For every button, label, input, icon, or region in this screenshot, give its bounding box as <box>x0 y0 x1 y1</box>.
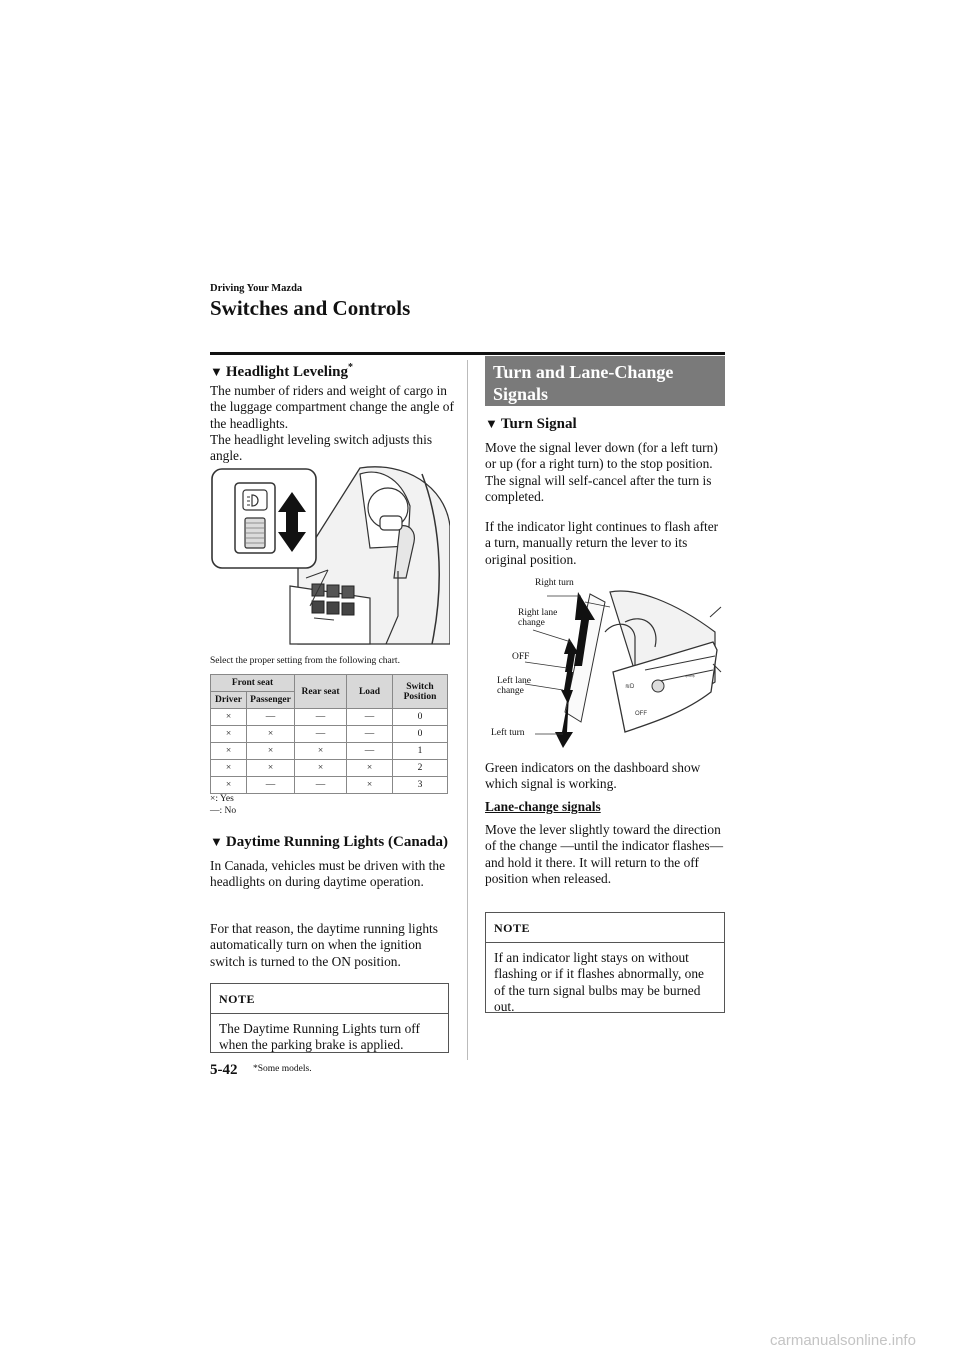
table-cell: — <box>347 726 393 743</box>
legend-yes: ×: Yes <box>210 794 234 804</box>
label-right-lane-change: Right lane change <box>518 608 558 628</box>
col-passenger: Passenger <box>247 692 295 709</box>
table-cell: 0 <box>393 726 448 743</box>
headlight-leveling-heading <box>210 362 353 381</box>
page-title: Switches and Controls <box>210 296 411 320</box>
col-rear-seat: Rear seat <box>295 675 347 709</box>
table-cell: × <box>211 777 247 794</box>
label-right-turn: Right turn <box>535 578 574 588</box>
triangle-marker-icon: ▼ <box>210 364 223 379</box>
turn-paragraph-1: Move the signal lever down (for a left turn) or up (for a right turn) to the stop position. The signal will self-cancel after the turn is completed. <box>485 440 718 505</box>
note-title: NOTE <box>211 984 448 1014</box>
some-models-mark: * <box>347 362 353 373</box>
leveling-paragraph-2: The headlight leveling switch adjusts this angle. <box>210 432 433 464</box>
leveling-paragraph-1: The number of riders and weight of cargo in the luggage compartment change the angle of the headlights. <box>210 383 454 431</box>
table-cell: × <box>211 743 247 760</box>
table-cell: × <box>247 760 295 777</box>
table-cell: × <box>211 709 247 726</box>
drl-note-box <box>210 983 449 1053</box>
table-row <box>211 760 448 777</box>
label-off: OFF <box>512 652 530 662</box>
table-cell: × <box>347 777 393 794</box>
col-driver: Driver <box>211 692 247 709</box>
table-cell: — <box>247 777 295 794</box>
leveling-switch-illustration <box>210 466 450 646</box>
section-band-title: Turn and Lane-Change Signals <box>485 356 725 406</box>
col-load: Load <box>347 675 393 709</box>
lane-change-heading: Lane-change signals <box>485 799 601 814</box>
table-cell: × <box>295 760 347 777</box>
svg-text:⇦⇨: ⇦⇨ <box>685 674 696 680</box>
heading-text: Daytime Running Lights (Canada) <box>225 834 448 850</box>
chart-intro: Select the proper setting from the following chart. <box>210 656 400 666</box>
table-row <box>211 726 448 743</box>
leveling-setting-table <box>210 674 448 794</box>
note-title: NOTE <box>486 913 724 943</box>
table-cell: — <box>247 709 295 726</box>
note-text: The Daytime Running Lights turn off when the parking brake is applied. <box>219 1021 420 1053</box>
footnote: *Some models. <box>253 1064 312 1074</box>
table-cell: 1 <box>393 743 448 760</box>
table-cell: 2 <box>393 760 448 777</box>
table-cell: 3 <box>393 777 448 794</box>
column-divider <box>467 360 468 1060</box>
table-cell: × <box>247 726 295 743</box>
triangle-marker-icon: ▼ <box>210 834 223 849</box>
table-cell: × <box>247 743 295 760</box>
label-left-lane-change: Left lane change <box>497 676 532 696</box>
table-row <box>211 743 448 760</box>
title-rule <box>210 352 725 355</box>
legend-no: —: No <box>210 806 237 816</box>
heading-text: Headlight Leveling <box>225 364 348 380</box>
col-front-seat: Front seat <box>211 675 295 692</box>
label-left-turn: Left turn <box>491 728 525 738</box>
lane-change-text: Move the lever slightly toward the direction of the change —until the indicator flashes— and hold it there. It will return to the off position when released. <box>485 822 723 887</box>
turn-note-box <box>485 912 725 1013</box>
page-number: 5-42 <box>210 1062 238 1078</box>
table-cell: — <box>347 709 393 726</box>
turn-signal-lever-illustration <box>485 572 725 752</box>
watermark: carmanualsonline.info <box>770 1332 916 1349</box>
triangle-marker-icon: ▼ <box>485 416 498 431</box>
table-cell: — <box>347 743 393 760</box>
drl-paragraph-1: In Canada, vehicles must be driven with the headlights on during daytime operation. <box>210 858 446 890</box>
table-cell: × <box>295 743 347 760</box>
svg-text:≋D: ≋D <box>625 684 635 690</box>
table-cell: × <box>347 760 393 777</box>
svg-text:OFF: OFF <box>635 711 647 717</box>
heading-text: Turn Signal <box>500 416 577 432</box>
drl-heading <box>210 834 448 851</box>
turn-paragraph-2: If the indicator light continues to flash after a turn, manually return the lever to its original position. <box>485 519 719 567</box>
section-label: Driving Your Mazda <box>210 283 303 294</box>
table-cell: × <box>211 760 247 777</box>
table-cell: 0 <box>393 709 448 726</box>
table-cell: × <box>211 726 247 743</box>
table-cell: — <box>295 777 347 794</box>
green-indicator-text: Green indicators on the dashboard show which signal is working. <box>485 760 701 792</box>
turn-signal-heading <box>485 416 577 433</box>
note-text: If an indicator light stays on without flashing or if it flashes abnormally, one of the turn signal bulbs may be burned out. <box>494 950 704 1015</box>
table-row <box>211 777 448 794</box>
table-cell: — <box>295 709 347 726</box>
col-switch-position: Switch Position <box>393 675 448 709</box>
table-row <box>211 709 448 726</box>
drl-paragraph-2: For that reason, the daytime running lights automatically turn on when the ignition switch is turned to the ON position. <box>210 921 438 969</box>
table-cell: — <box>295 726 347 743</box>
